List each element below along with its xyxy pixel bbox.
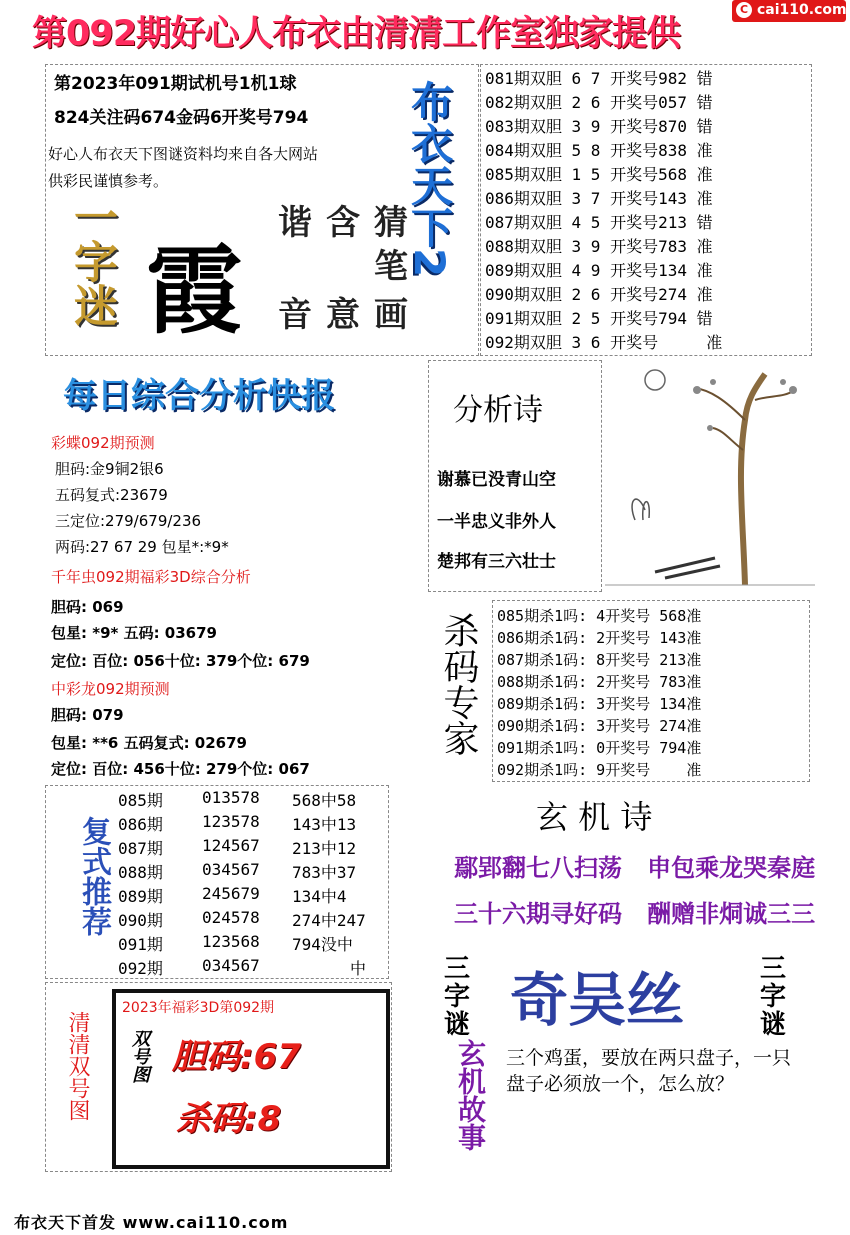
poem-line: 一半忠义非外人	[437, 512, 556, 532]
spears-shape	[655, 558, 720, 578]
hint-char: 猜	[374, 203, 408, 243]
tree-trunk	[741, 374, 765, 585]
table-cell: 245679	[202, 884, 260, 903]
table-cell: 089期	[118, 887, 163, 906]
riddle2-left-label-text: 三字谜	[444, 954, 471, 1040]
table-cell: 213中12	[292, 839, 357, 858]
zcl-line: 包星: **6 五码复式: 02679	[51, 734, 247, 752]
page-title: 第092期好心人布衣由清清工作室独家提供	[32, 14, 681, 54]
table-row: 092期杀1吗: 9开奖号 准	[497, 761, 702, 779]
page-header	[0, 0, 850, 62]
double-chart-vertical: 双号图	[129, 1029, 150, 1083]
riddle1-hint	[274, 195, 424, 345]
table-cell: 794没中	[292, 935, 353, 954]
poem-title: 分析诗	[453, 393, 543, 428]
hint-char: 含	[326, 203, 360, 243]
table-row: 090期双胆 2 6 开奖号274 准	[485, 285, 713, 304]
table-cell: 中	[350, 959, 367, 978]
riddle2-left-label	[444, 955, 484, 1039]
trial-note-1: 好心人布衣天下图谜资料均来自各大网站	[48, 145, 319, 163]
table-row: 083期双胆 3 9 开奖号870 错	[485, 117, 713, 136]
table-row: 091期双胆 2 5 开奖号794 错	[485, 309, 713, 328]
xuanji-title: 玄 机 诗	[536, 798, 653, 836]
qnc-line: 胆码: 069	[51, 598, 124, 616]
double-chart-frame	[112, 989, 390, 1169]
poem-panel	[428, 360, 602, 592]
table-row: 088期双胆 3 9 开奖号783 准	[485, 237, 713, 256]
table-row: 086期双胆 3 7 开奖号143 准	[485, 189, 713, 208]
double-dan-table	[480, 64, 812, 356]
double-chart-dan: 胆码:67	[172, 1037, 301, 1077]
table-row: 085期杀1吗: 4开奖号 568准	[497, 607, 702, 625]
riddle1-main-char: 霞	[146, 234, 242, 347]
vertical-logo: 布衣天下2	[405, 80, 454, 278]
table-cell: 274中247	[292, 911, 366, 930]
moon-shape	[645, 370, 665, 390]
table-cell: 085期	[118, 791, 163, 810]
table-cell: 087期	[118, 839, 163, 858]
hint-char: 画	[374, 295, 408, 335]
table-cell: 034567	[202, 956, 260, 975]
table-cell: 013578	[202, 788, 260, 807]
riddle1-left-label: 一字迷	[66, 195, 117, 327]
double-chart-panel	[45, 982, 392, 1172]
table-cell: 123568	[202, 932, 260, 951]
caidie-line: 五码复式:23679	[55, 486, 168, 504]
xuanji-line-2: 三十六期寻好码 酬赠非烔诚三三	[454, 900, 816, 928]
tree-illustration	[605, 360, 815, 590]
qnc-title: 千年虫092期福彩3D综合分析	[51, 568, 251, 586]
riddle2-right-label	[760, 955, 800, 1039]
site-badge-label: cai110.com	[757, 2, 847, 18]
trial-line-2: 824关注码674金码6开奖号794	[54, 108, 309, 128]
table-row: 085期双胆 1 5 开奖号568 准	[485, 165, 713, 184]
table-row: 086期杀1码: 2开奖号 143准	[497, 629, 702, 647]
zcl-title: 中彩龙092期预测	[51, 680, 170, 698]
xuanji-poem	[440, 788, 816, 938]
table-row: 087期双胆 4 5 开奖号213 错	[485, 213, 713, 232]
table-cell: 088期	[118, 863, 163, 882]
hint-char: 谐	[278, 203, 312, 243]
daily-report	[45, 360, 425, 780]
double-chart-sha: 杀码:8	[176, 1099, 282, 1139]
hint-char: 音	[278, 295, 312, 335]
table-row: 088期杀1码: 2开奖号 783准	[497, 673, 702, 691]
riddle2-story-label: 玄机故事	[454, 1039, 487, 1151]
table-cell: 024578	[202, 908, 260, 927]
site-badge[interactable]	[732, 0, 846, 22]
caidie-line: 三定位:279/679/236	[55, 512, 202, 530]
table-row: 084期双胆 5 8 开奖号838 准	[485, 141, 713, 160]
riddle2-panel	[440, 945, 810, 1175]
caidie-line: 两码:27 67 29 包星*:*9*	[55, 538, 229, 556]
riddle2-main: 奇吴丝	[510, 966, 685, 1034]
table-row: 089期杀1码: 3开奖号 134准	[497, 695, 702, 713]
table-cell: 123578	[202, 812, 260, 831]
table-cell: 086期	[118, 815, 163, 834]
table-cell: 124567	[202, 836, 260, 855]
compound-table	[114, 786, 386, 976]
table-row: 090期杀1码: 3开奖号 274准	[497, 717, 702, 735]
table-row: 087期杀1码: 8开奖号 213准	[497, 651, 702, 669]
table-row: 089期双胆 4 9 开奖号134 准	[485, 261, 713, 280]
table-cell: 568中58	[292, 791, 357, 810]
qnc-line: 包星: *9* 五码: 03679	[51, 624, 217, 642]
double-chart-caption: 2023年福彩3D第092期	[122, 1000, 275, 1016]
compound-panel	[45, 785, 389, 979]
riddle2-story: 三个鸡蛋，要放在两只盘子，一只盘子必须放一个，怎么放？	[506, 1047, 792, 1095]
hint-char: 意	[326, 295, 360, 335]
table-cell: 090期	[118, 911, 163, 930]
table-row: 082期双胆 2 6 开奖号057 错	[485, 93, 713, 112]
kill-code-panel	[428, 600, 810, 782]
double-chart-side-label: 清清双号图	[65, 1011, 90, 1121]
kill-code-table	[492, 600, 810, 782]
table-cell: 783中37	[292, 863, 357, 882]
xuanji-line-1: 鄢郢翻七八扫荡 申包乘龙哭秦庭	[454, 854, 816, 882]
trial-line-1: 第2023年091期试机号1机1球	[54, 74, 297, 94]
table-row: 091期杀1吗: 0开奖号 794准	[497, 739, 702, 757]
grass-shape	[632, 499, 649, 520]
poem-line: 谢慕已没青山空	[437, 470, 556, 490]
caidie-title: 彩蝶092期预测	[51, 434, 155, 452]
table-row: 081期双胆 6 7 开奖号982 错	[485, 69, 713, 88]
zcl-line: 胆码: 079	[51, 706, 124, 724]
footer[interactable]: 布衣天下首发 www.cai110.com	[14, 1213, 289, 1232]
table-cell: 134中4	[292, 887, 347, 906]
table-row: 092期双胆 3 6 开奖号 准	[485, 333, 723, 352]
caidie-line: 胆码:金9铜2银6	[55, 460, 164, 478]
compound-label: 复式推荐	[76, 816, 111, 936]
qnc-line: 定位: 百位: 056十位: 379个位: 679	[51, 652, 310, 670]
daily-report-title: 每日综合分析快报	[63, 376, 335, 416]
trial-note-2: 供彩民谨慎参考。	[48, 172, 169, 190]
table-cell: 034567	[202, 860, 260, 879]
poem-line: 楚邦有三六壮士	[437, 552, 556, 572]
site-logo-icon: C	[736, 2, 752, 18]
hint-char: 笔	[374, 247, 408, 287]
zcl-line: 定位: 百位: 456十位: 279个位: 067	[51, 760, 310, 778]
table-cell: 143中13	[292, 815, 357, 834]
table-cell: 091期	[118, 935, 163, 954]
riddle2-right-label-text: 三字谜	[760, 954, 787, 1040]
kill-code-label: 杀码专家	[438, 612, 479, 756]
table-cell: 092期	[118, 959, 163, 978]
